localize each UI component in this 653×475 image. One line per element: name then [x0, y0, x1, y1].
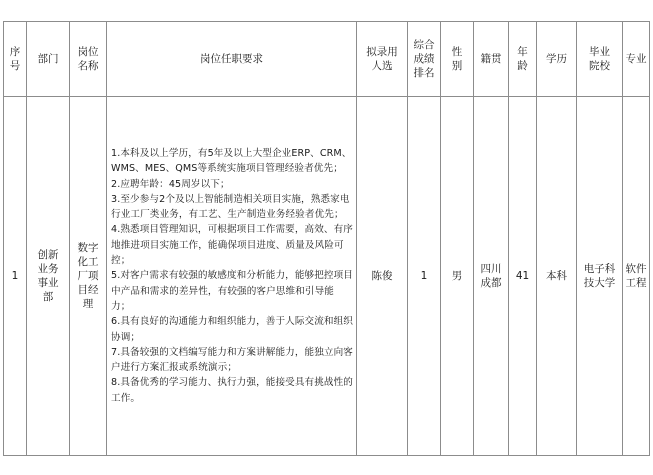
- cell-dept: 创新业务事业部: [27, 97, 70, 456]
- cell-age: 41: [509, 97, 537, 456]
- header-origin: 籍贯: [474, 22, 509, 97]
- cell-origin: 四川成都: [474, 97, 509, 456]
- cell-major: 软件工程: [623, 97, 650, 456]
- requirement-line: 7.具备较强的文档编写能力和方案讲解能力，能独立向客户进行方案汇报或系统演示；: [111, 346, 354, 374]
- header-age: 年龄: [509, 22, 537, 97]
- cell-candidate: 陈俊: [357, 97, 408, 456]
- header-rank: 综合成绩排名: [408, 22, 441, 97]
- cell-rank: 1: [408, 97, 441, 456]
- requirement-line: 6.具有良好的沟通能力和组织能力，善于人际交流和组织协调；: [111, 316, 354, 343]
- recruitment-table: [3, 21, 650, 456]
- cell-seq: 1: [4, 97, 27, 456]
- requirement-line: 8.具备优秀的学习能力、执行力强，能接受具有挑战性的工作。: [111, 377, 354, 404]
- cell-school: 电子科技大学: [577, 97, 623, 456]
- header-row: [4, 22, 650, 97]
- recruitment-table-wrapper: [3, 21, 650, 456]
- cell-education: 本科: [537, 97, 577, 456]
- header-seq: 序号: [4, 22, 27, 97]
- requirement-line: 2.应聘年龄：45周岁以下；: [111, 178, 230, 190]
- cell-gender: 男: [441, 97, 474, 456]
- header-candidate: 拟录用人选: [357, 22, 408, 97]
- header-major: 专业: [623, 22, 650, 97]
- header-education: 学历: [537, 22, 577, 97]
- cell-position: 数字化工厂项目经理: [70, 97, 107, 456]
- header-school: 毕业院校: [577, 22, 623, 97]
- requirement-line: 1.本科及以上学历，有5年及以上大型企业ERP、CRM、WMS、MES、QMS等系统实施项目管理经验者优先；: [111, 147, 352, 175]
- header-position: 岗位名称: [70, 22, 107, 97]
- header-gender: 性别: [441, 22, 474, 97]
- requirement-line: 4.熟悉项目管理知识，可根据项目工作需要，高效、有序地推进项目实施工作，能确保项目进度、质量及风险可控；: [111, 224, 354, 267]
- requirement-line: 5.对客户需求有较强的敏感度和分析能力，能够把控项目中产品和需求的差异性，有较强的客户思维和引导能力；: [111, 270, 354, 312]
- table-row: [4, 97, 650, 456]
- header-dept: 部门: [27, 22, 70, 97]
- header-requirements: 岗位任职要求: [107, 22, 357, 97]
- cell-requirements: [107, 97, 357, 456]
- requirement-line: 3.至少参与2个及以上智能制造相关项目实施，熟悉家电行业工厂类业务，有工艺、生产制造业务经验者优先；: [111, 193, 350, 221]
